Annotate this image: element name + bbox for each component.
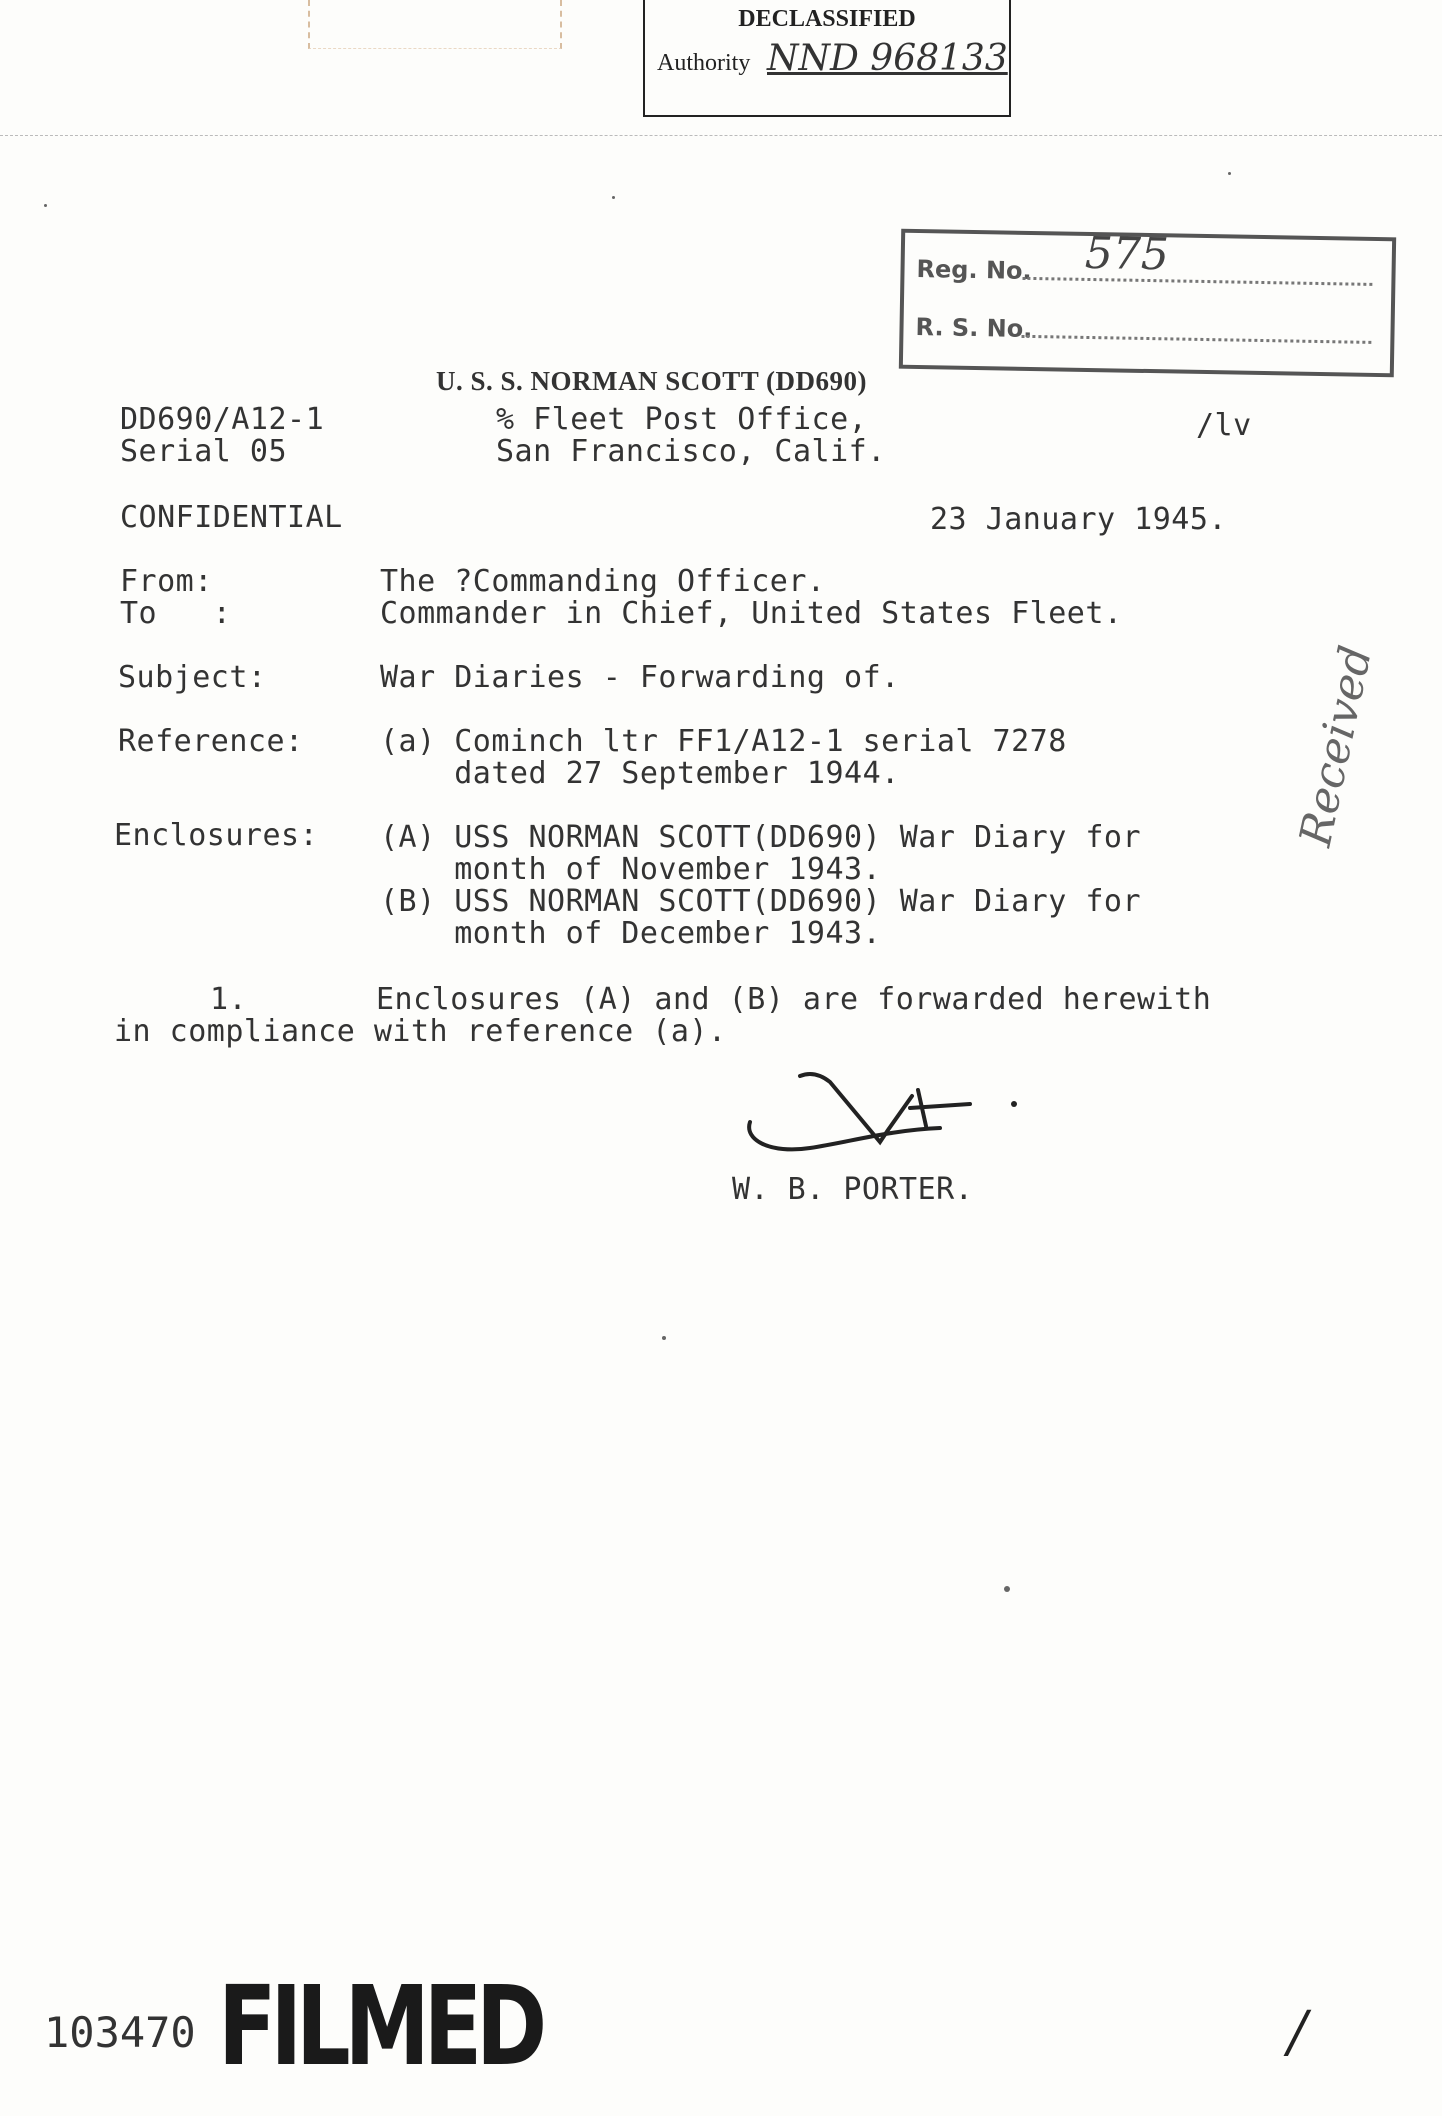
filmed-stamp: FILMED: [218, 1962, 541, 2090]
paragraph-number: 1.: [210, 982, 248, 1017]
scan-speck: [1004, 1586, 1010, 1592]
enclosure-b-line-2: month of December 1943.: [380, 916, 882, 951]
address-line-2: San Francisco, Calif.: [496, 434, 886, 469]
enclosure-a-line-1: (A) USS NORMAN SCOTT(DD690) War Diary for: [380, 820, 1142, 855]
serial-number: Serial 05: [120, 434, 288, 469]
enclosure-a-line-2: month of November 1943.: [380, 852, 882, 887]
ship-header: U. S. S. NORMAN SCOTT (DD690): [436, 366, 868, 396]
authority-number: NND 968133: [767, 38, 1008, 79]
address-line-1: % Fleet Post Office,: [496, 402, 868, 437]
corner-mark: /: [1288, 2000, 1307, 2065]
enclosure-b-line-1: (B) USS NORMAN SCOTT(DD690) War Diary for: [380, 884, 1142, 919]
declassified-title: DECLASSIFIED: [738, 6, 916, 32]
scan-speck: [44, 204, 47, 207]
to-value: Commander in Chief, United States Fleet.: [380, 596, 1123, 631]
reference-line-1: (a) Cominch ltr FF1/A12-1 serial 7278: [380, 724, 1067, 759]
torn-label-remnant: [308, 0, 562, 49]
reference-label: Reference:: [118, 724, 304, 759]
film-number: 103470: [44, 2008, 196, 2057]
handwritten-margin-note: Received: [1290, 641, 1383, 851]
reg-no-line: [1022, 277, 1372, 286]
letter-date: 23 January 1945.: [930, 502, 1227, 537]
body-line-1: Enclosures (A) and (B) are forwarded herewith: [376, 982, 1212, 1017]
declassified-stamp: [643, 0, 1011, 117]
scan-edge-line: [0, 135, 1442, 136]
subject-value: War Diaries - Forwarding of.: [380, 660, 900, 695]
reg-no-label: Reg. No.: [916, 254, 1032, 285]
scan-speck: [612, 196, 615, 199]
authority-label: Authority: [657, 50, 751, 76]
rs-no-line: [1021, 335, 1371, 344]
scan-speck: [1228, 172, 1231, 175]
reg-no-value: 575: [1084, 227, 1170, 281]
scan-speck: [662, 1336, 666, 1340]
handwritten-signature: [740, 1060, 1040, 1170]
registry-stamp: [899, 229, 1396, 378]
rs-no-label: R. S. No.: [915, 312, 1033, 343]
body-line-2: in compliance with reference (a).: [114, 1014, 727, 1049]
typist-initials: /lv: [1196, 408, 1252, 443]
from-label: From:: [120, 564, 213, 599]
subject-label: Subject:: [118, 660, 267, 695]
enclosures-label: Enclosures:: [114, 818, 319, 853]
to-label: To :: [120, 596, 232, 631]
file-code: DD690/A12-1: [120, 402, 325, 437]
reference-line-2: dated 27 September 1944.: [380, 756, 900, 791]
from-value: The ?Commanding Officer.: [380, 564, 826, 599]
classification: CONFIDENTIAL: [120, 500, 343, 535]
signatory-name: W. B. PORTER.: [732, 1172, 974, 1207]
